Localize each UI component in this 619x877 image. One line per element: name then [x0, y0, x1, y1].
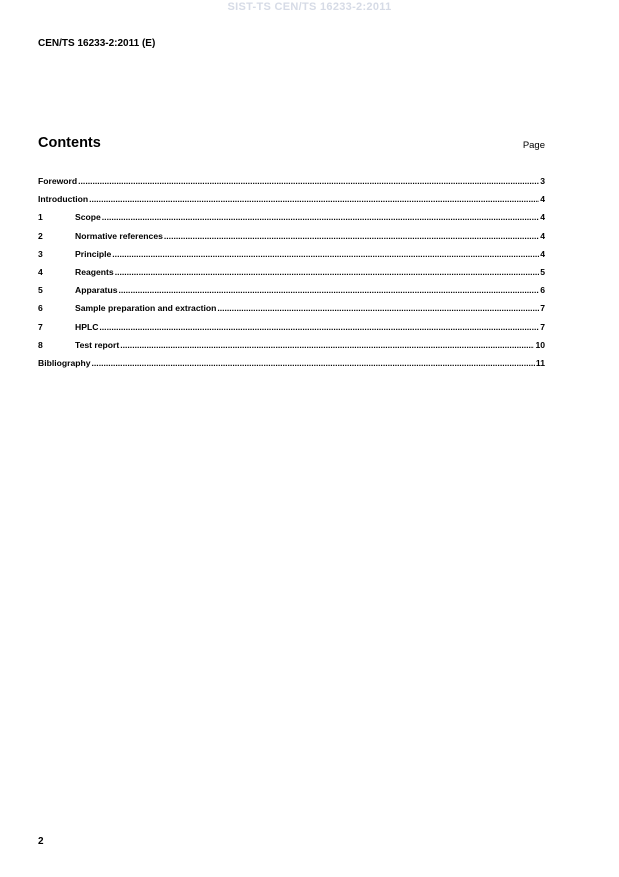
- toc-entry-page: 6: [540, 285, 545, 296]
- toc-entry-title: HPLC: [75, 321, 99, 332]
- toc-entry-number: 4: [38, 266, 43, 277]
- toc-entry-reagents[interactable]: [38, 267, 545, 285]
- dot-leader: [119, 285, 540, 295]
- toc-entry-hplc[interactable]: [38, 322, 545, 340]
- toc-entry-introduction[interactable]: [38, 194, 545, 212]
- toc-entry-foreword[interactable]: [38, 176, 545, 194]
- dot-leader: [89, 194, 539, 204]
- dot-leader: [102, 212, 539, 222]
- toc-entry-title: Test report: [75, 339, 120, 350]
- toc-entry-page: 4: [540, 194, 545, 205]
- toc-entry-test-report[interactable]: [38, 340, 545, 358]
- toc-entry-principle[interactable]: [38, 249, 545, 267]
- watermark: SIST-TS CEN/TS 16233-2:2011: [227, 1, 392, 13]
- contents-heading: Contents: [38, 135, 101, 151]
- toc-entry-title: Apparatus: [75, 285, 118, 296]
- dot-leader: [112, 249, 539, 259]
- dot-leader: [217, 303, 539, 313]
- toc-entry-title: Sample preparation and extraction: [75, 303, 217, 314]
- toc-entry-scope[interactable]: [38, 212, 545, 230]
- toc-entry-title: Bibliography: [38, 357, 91, 368]
- toc-entry-bibliography[interactable]: [38, 358, 545, 376]
- page-number: 2: [38, 836, 44, 847]
- toc-entry-number: 6: [38, 303, 43, 314]
- dot-leader: [120, 340, 534, 350]
- dot-leader: [164, 231, 539, 241]
- toc-entry-apparatus[interactable]: [38, 285, 545, 303]
- toc-entry-title: Scope: [75, 212, 101, 223]
- toc-entry-title: Principle: [75, 248, 112, 259]
- toc-entry-number: 1: [38, 212, 43, 223]
- toc-entry-page: 10: [535, 339, 545, 350]
- toc-entry-number: 5: [38, 285, 43, 296]
- toc-entry-number: 8: [38, 339, 43, 350]
- dot-leader: [78, 176, 539, 186]
- dot-leader: [115, 267, 540, 277]
- dot-leader: [92, 358, 535, 368]
- toc-entry-title: Introduction: [38, 194, 89, 205]
- toc-entry-normative-references[interactable]: [38, 231, 545, 249]
- dot-leader: [99, 322, 539, 332]
- toc-entry-sample-preparation[interactable]: [38, 303, 545, 321]
- toc-entry-number: 3: [38, 248, 43, 259]
- toc-entry-title: Reagents: [75, 266, 114, 277]
- toc-entry-title: Normative references: [75, 230, 163, 241]
- toc-entry-page: 4: [540, 212, 545, 223]
- toc-entry-number: 2: [38, 230, 43, 241]
- page-column-label: Page: [522, 140, 545, 151]
- toc-entry-page: 7: [540, 321, 545, 332]
- toc-entry-page: 7: [540, 303, 545, 314]
- toc-entry-page: 3: [540, 176, 545, 186]
- toc-entry-number: 7: [38, 321, 43, 332]
- document-id: CEN/TS 16233-2:2011 (E): [38, 38, 156, 49]
- toc-entry-page: 4: [540, 230, 545, 241]
- toc-entry-page: 4: [540, 248, 545, 259]
- table-of-contents: [38, 176, 545, 376]
- toc-entry-title: Foreword: [38, 176, 78, 186]
- toc-entry-page: 5: [540, 266, 545, 277]
- toc-entry-page: 11: [535, 357, 545, 368]
